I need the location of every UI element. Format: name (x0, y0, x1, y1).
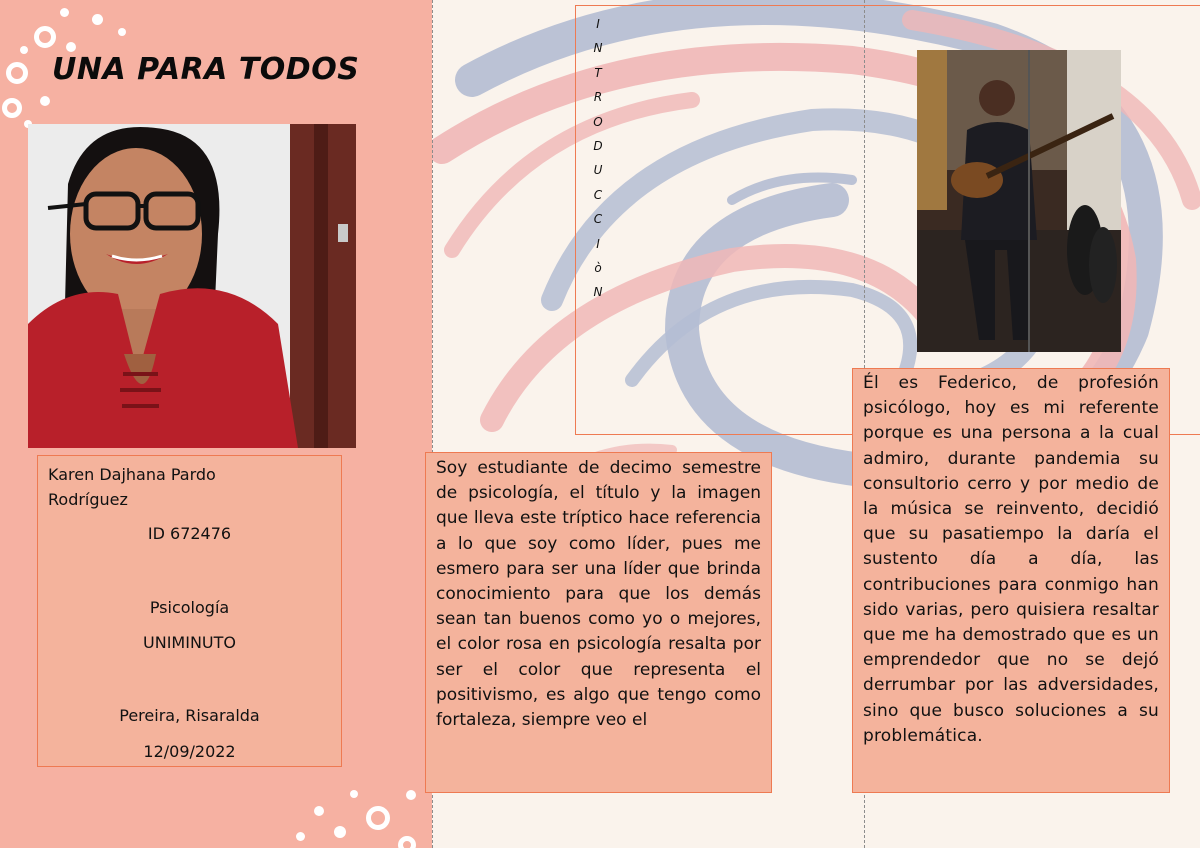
program-name: Psicología (149, 598, 230, 617)
heading-letter: R (593, 90, 603, 105)
decorative-dot (314, 806, 324, 816)
decorative-circle (398, 836, 416, 848)
introduction-text-box (425, 452, 772, 793)
page-title: UNA PARA TODOS (52, 52, 360, 87)
heading-letter: C (593, 212, 603, 227)
musician-photo (917, 50, 1121, 352)
date: 12/09/2022 (143, 742, 236, 761)
student-name: Karen Dajhana Pardo Rodríguez (48, 465, 216, 509)
decorative-circle (34, 26, 56, 48)
student-id: ID 672476 (147, 524, 232, 543)
heading-letter: ò (594, 260, 602, 275)
heading-letter: T (594, 65, 602, 80)
decorative-dot (92, 14, 103, 25)
decorative-circle (2, 98, 22, 118)
decorative-dot (350, 790, 358, 798)
decorative-dot (66, 42, 76, 52)
decorative-dot (40, 96, 50, 106)
decorative-dot (406, 790, 416, 800)
decorative-circle (6, 62, 28, 84)
student-info-box (37, 455, 342, 767)
decorative-dot (118, 28, 126, 36)
heading-letter: D (593, 138, 603, 153)
decorative-dot (60, 8, 69, 17)
left-panel (0, 0, 432, 848)
decorative-dot (296, 832, 305, 841)
heading-letter: U (593, 163, 603, 178)
heading-letter: I (596, 236, 600, 251)
heading-letter: I (596, 17, 600, 31)
portrait-photo (28, 124, 356, 448)
referent-text-box (852, 368, 1170, 793)
decorative-dot (20, 46, 28, 54)
decorative-dot (334, 826, 346, 838)
heading-letter: N (593, 285, 603, 300)
vertical-heading-introduccion (588, 12, 608, 305)
university-name: UNIMINUTO (143, 633, 236, 652)
referent-text: Él es Federico, de profesión psicólogo, hoy es mi referente porque es una persona a la cual admiro, durante pandemia su consultorio cerro y por medio de la música se reinvento, decidió que su pasatiempo la daría el sustento día a día, las contribuciones para conmigo han sido varias, pero quisiera resaltar que me ha demostrado que es un emprendedor que no se dejó derrumbar por las adversidades, sino que busco soluciones a su problemática. (863, 373, 1159, 746)
heading-letter: N (593, 41, 603, 56)
decorative-circle (366, 806, 390, 830)
introduction-text: Soy estudiante de decimo semestre de psicología, el título y la imagen que lleva este tríptico hace referencia a lo que soy como líder, pues me esmero para ser una líder que brinda conocimiento para que los demás sean tan buenos como yo o mejores, el color rosa en psicología resalta por ser el color que representa el positivismo, es algo que tengo como fortaleza, siempre veo el (436, 458, 761, 731)
heading-letter: C (593, 187, 603, 202)
location: Pereira, Risaralda (119, 706, 260, 725)
heading-letter: O (593, 114, 603, 129)
